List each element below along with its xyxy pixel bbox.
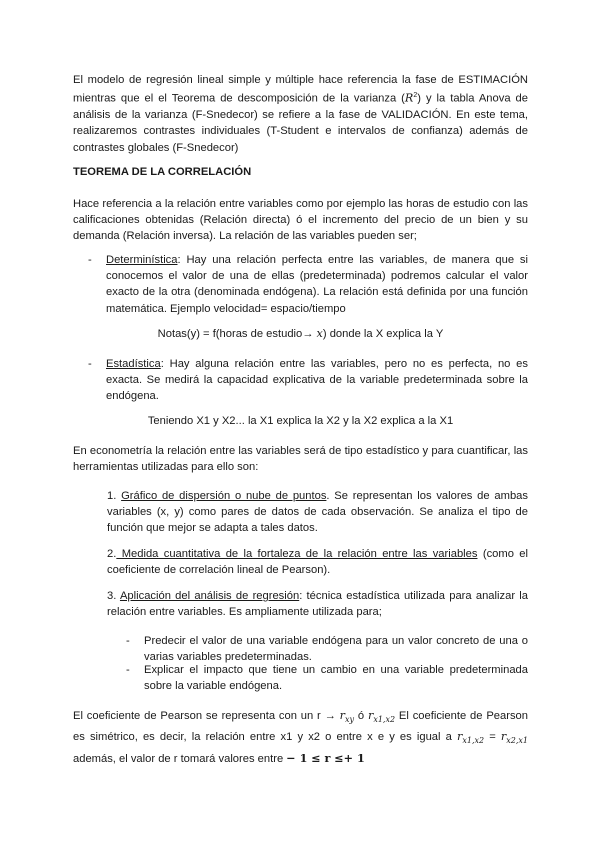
relation-paragraph: Hace referencia a la relación entre variables como por ejemplo las horas de estudio con las calificaciones obtenidas (Relación directa) ó el incremento del precio de un bien y su demanda (Relación inversa). La relación de las variables pueden ser; — [73, 198, 528, 243]
r-squared-symbol: R — [404, 91, 414, 105]
deterministic-item: Determinística: Hay una relación perfecta entre las variables, de manera que si conocemos el valor de una de ellas (predeterminada) podremos calcular el valor exacto de la otra (denominada endógena). La relación está definida por una función matemática. Ejemplo velocidad= espacio/tiempo — [106, 254, 528, 315]
bullet-dash: - — [88, 254, 92, 266]
deterministic-example: Notas(y) = f(horas de estudio→ x) donde la X explica la Y — [157, 327, 444, 340]
sub-bullet-dash: - — [126, 664, 130, 676]
tool-item-3: 3. Aplicación del análisis de regresión: técnica estadística utilizada para analizar la relación entre variables. Es ampliamente utilizada para; — [107, 590, 528, 619]
use-item-predict: Predecir el valor de una variable endógena para un valor concreto de una o varias variables predeterminadas. — [144, 635, 528, 664]
tool-item-1: 1. Gráfico de dispersión o nube de puntos. Se representan los valores de ambas variables (x, y) como pares de datos de cada observación. Se analiza el tipo de función que mejor se adapta a tales datos. — [107, 490, 528, 535]
intro-paragraph: El modelo de regresión lineal simple y múltiple hace referencia la fase de ESTIMACIÓN mientras que el el Teorema de descomposición de la varianza $(R^2)$ y la tabla Anova de análisis de la varianza (F-Snedecor) se refiere a la fase de VALIDACIÓN. En este tema, realizaremos contrastes individuales (T-Student e intervalos de confianza) además de contrastes globales (F-Snedecor) — [73, 74, 528, 154]
sub-bullet-dash: - — [126, 635, 130, 647]
tool-item-2: 2. Medida cuantitativa de la fortaleza de la relación entre las variables (como el coeficiente de correlación lineal de Pearson). — [107, 548, 528, 577]
use-item-explain: Explicar el impacto que tiene un cambio en una variable predeterminada sobre la variable endógena. — [144, 664, 528, 693]
bullet-dash: - — [88, 358, 92, 370]
statistical-item: Estadística: Hay alguna relación entre las variables, pero no es perfecta, no es exacta. Se medirá la capacidad explicativa de la variable predeterminada sobre la endógena. — [106, 358, 528, 403]
pearson-paragraph: El coeficiente de Pearson se representa con un $r \to r_{xy}$ ó $r_{x1,x2}$ El coeficiente de Pearson es simétrico, es decir, la relación entre x1 y x2 o entre x e y es igual a $r_{x1,x2} = r_{x2,x1}$ además, el valor de r tomará valores entre − 1 ≤ r ≤+ 1 — [73, 709, 528, 765]
section-heading: TEOREMA DE LA CORRELACIÓN — [73, 166, 252, 178]
pearson-range: − 1 ≤ r ≤+ 1 — [286, 751, 365, 765]
statistical-example: Teniendo X1 y X2... la X1 explica la X2 y la X2 explica a la X1 — [147, 415, 454, 427]
econometrics-paragraph: En econometría la relación entre las variables será de tipo estadístico y para cuantificar, las herramientas utilizadas para ello son: — [73, 445, 528, 474]
